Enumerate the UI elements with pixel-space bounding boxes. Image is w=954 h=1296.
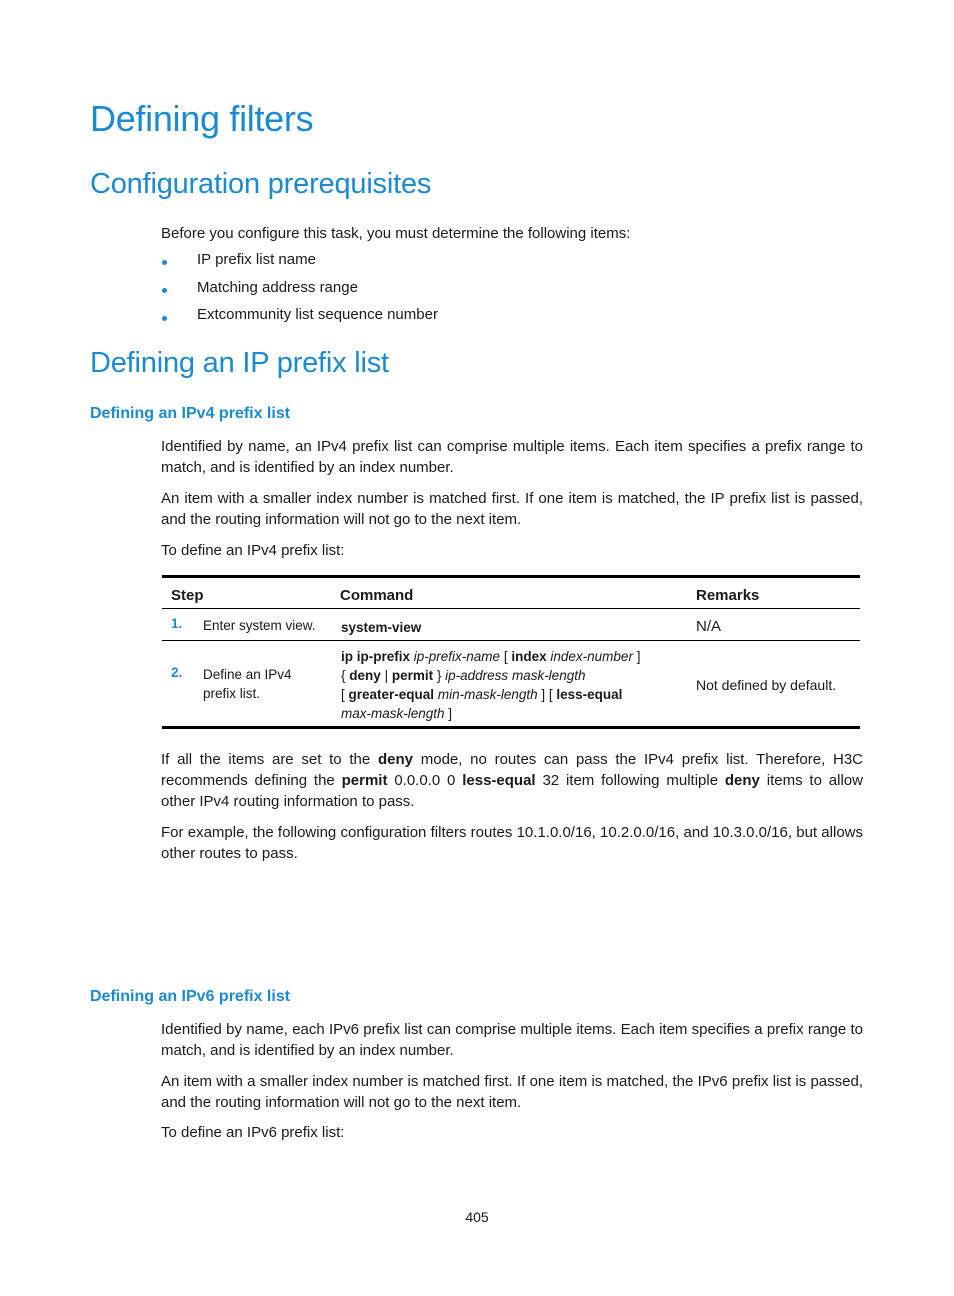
- table-header-rule: [162, 608, 860, 609]
- bullet-item: Matching address range: [197, 279, 358, 296]
- ipv4-paragraph-3: To define an IPv4 prefix list:: [161, 542, 345, 559]
- table-row-rule: [162, 640, 860, 641]
- table-top-rule: [162, 575, 860, 578]
- section-heading-ip-prefix-list: Defining an IP prefix list: [90, 347, 389, 379]
- page-title: Defining filters: [90, 98, 314, 139]
- bullet-item: Extcommunity list sequence number: [197, 306, 438, 323]
- step-number: 2.: [171, 665, 183, 680]
- table-header-step: Step: [171, 587, 204, 604]
- bullet-item: IP prefix list name: [197, 251, 316, 268]
- step-number: 1.: [171, 616, 183, 631]
- subsection-heading-ipv4: Defining an IPv4 prefix list: [90, 405, 291, 422]
- bullet-icon: [162, 260, 167, 265]
- bullet-icon: [162, 316, 167, 321]
- ipv6-paragraph-3: To define an IPv6 prefix list:: [161, 1124, 345, 1141]
- ipv4-paragraph-5: For example, the following configuration filters routes 10.1.0.0/16, 10.2.0.0/16, and 10.3.0.0/16, but allows other routes to pass.: [161, 824, 863, 862]
- page-number: 405: [465, 1209, 489, 1225]
- table-header-remarks: Remarks: [696, 587, 760, 604]
- ipv4-paragraph-4: If all the items are set to the deny mode, no routes can pass the IPv4 prefix list. Therefore, H3C recommends defining the permit 0.0.0.0 0 less-equal 32 item following multiple deny items to allow other IPv4 routing information to pass.: [161, 751, 864, 810]
- section-heading-prerequisites: Configuration prerequisites: [90, 168, 432, 200]
- subsection-heading-ipv6: Defining an IPv6 prefix list: [90, 988, 291, 1005]
- command-text: system-view: [341, 620, 422, 635]
- table-header-command: Command: [340, 587, 414, 604]
- command-line: max-mask-length ]: [341, 706, 453, 721]
- command-line: [ greater-equal min-mask-length ] [ less-equal: [341, 687, 623, 702]
- command-line: ip ip-prefix ip-prefix-name [ index index-number ]: [341, 649, 641, 664]
- ipv6-paragraph-1: Identified by name, each IPv6 prefix list can comprise multiple items. Each item specifies a prefix range to match, and is identified by an index number.: [161, 1021, 863, 1059]
- remarks-text: Not defined by default.: [696, 677, 837, 693]
- command-line: { deny | permit } ip-address mask-length: [341, 668, 586, 683]
- command-text: [341, 647, 691, 723]
- step-description-line: prefix list.: [203, 686, 261, 701]
- remarks-text: N/A: [696, 618, 722, 635]
- table-bottom-rule: [162, 726, 860, 729]
- ipv4-paragraph-2: An item with a smaller index number is matched first. If one item is matched, the IP prefix list is passed, and the routing information will not go to the next item.: [161, 490, 863, 528]
- step-description: Enter system view.: [203, 618, 316, 633]
- step-description: [203, 665, 292, 703]
- bullet-icon: [162, 288, 167, 293]
- step-description-line: Define an IPv4: [203, 667, 292, 682]
- prerequisites-intro: Before you configure this task, you must determine the following items:: [161, 225, 631, 242]
- ipv4-paragraph-1: Identified by name, an IPv4 prefix list can comprise multiple items. Each item specifies a prefix range to match, and is identified by an index number.: [161, 438, 863, 476]
- ipv6-paragraph-2: An item with a smaller index number is matched first. If one item is matched, the IPv6 prefix list is passed, and the routing information will not go to the next item.: [161, 1073, 863, 1111]
